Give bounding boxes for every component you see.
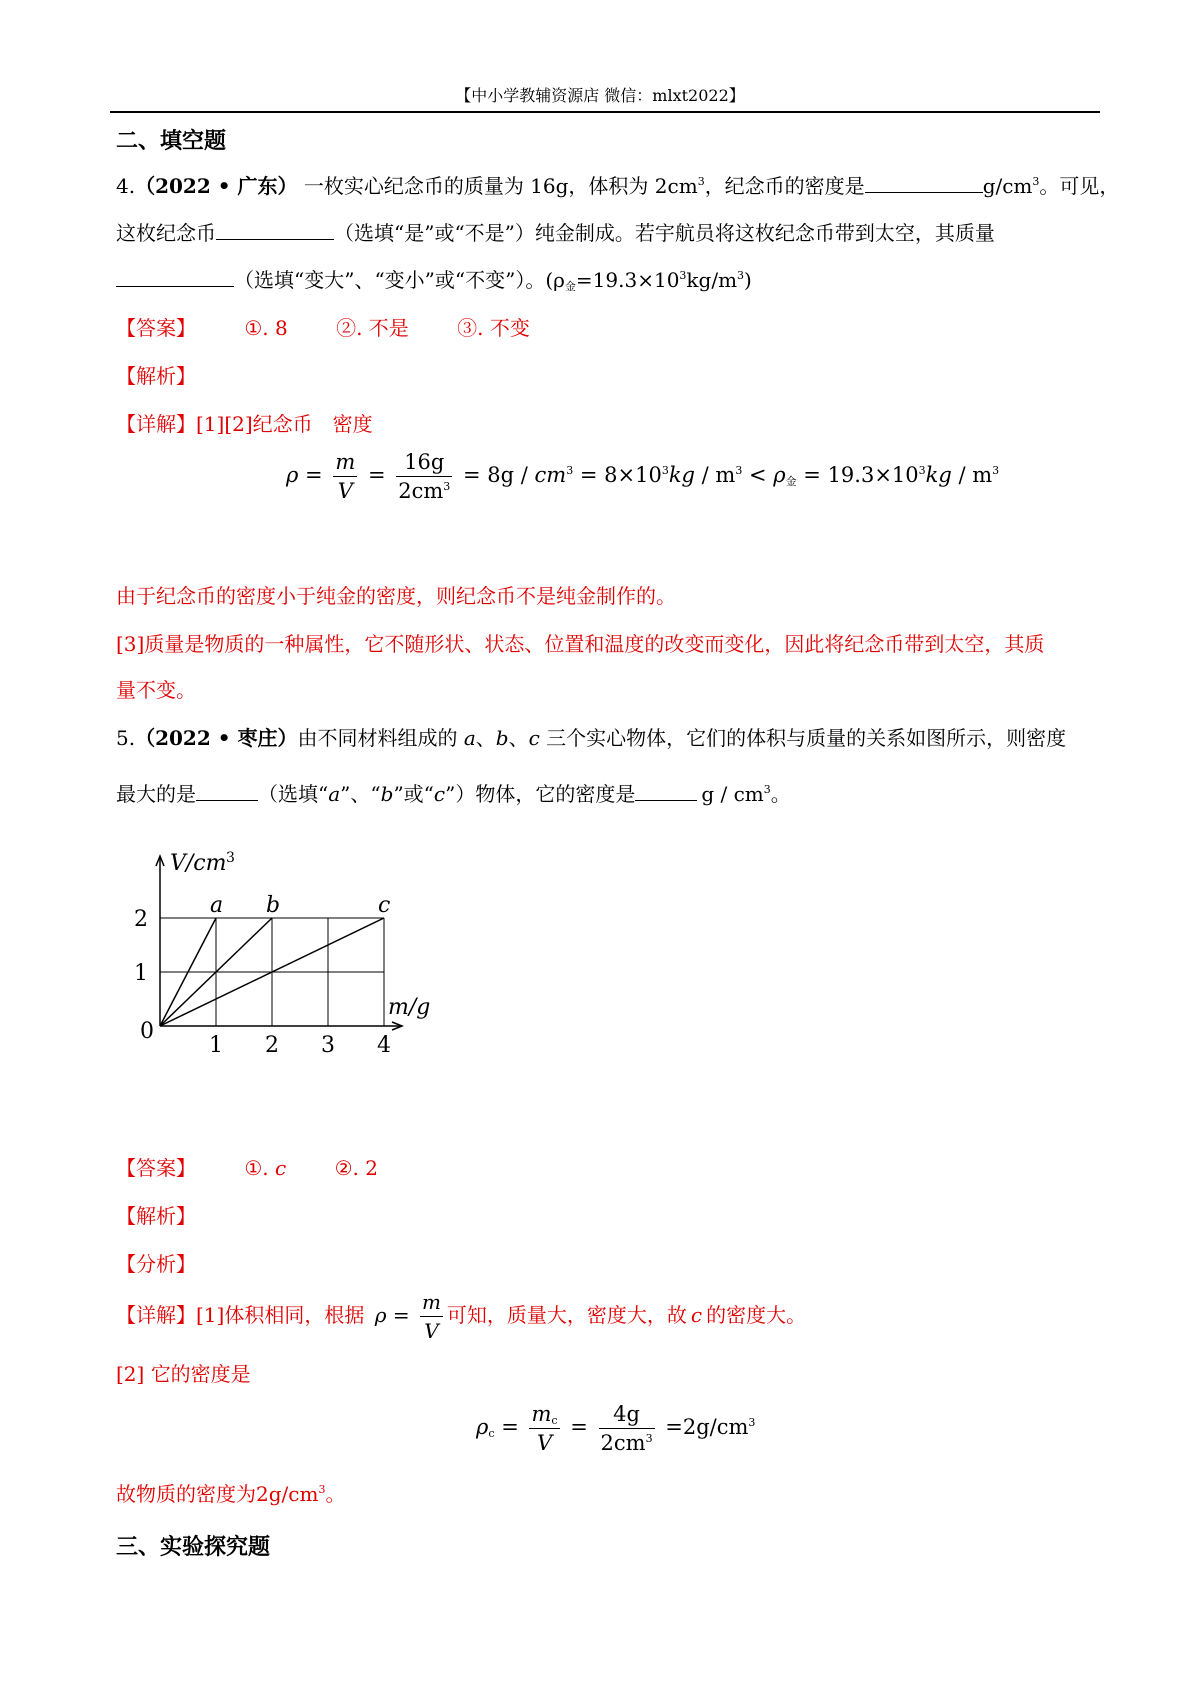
- page-header: 【中小学教辅资源店 微信：mlxt2022】: [455, 86, 745, 105]
- numerator: 16g: [396, 448, 452, 477]
- q4-detail-row: [116, 410, 373, 438]
- y-axis-label-superscript: 3: [226, 850, 235, 866]
- answer-label: 【答案】: [116, 316, 196, 340]
- denominator: V: [424, 1319, 439, 1343]
- formula-unit: kg: [925, 463, 952, 487]
- q5-text: 。: [770, 782, 791, 806]
- numerator: m: [420, 1288, 443, 1317]
- detail-text: 可知，质量大，密度大，故: [446, 1303, 687, 1327]
- answer-blank: [865, 174, 983, 193]
- unit-text: g / cm: [701, 782, 764, 806]
- x-tick-label: 2: [265, 1033, 279, 1058]
- q4-number: 4.: [116, 174, 136, 198]
- q5-text: （选填“: [258, 782, 329, 806]
- detail-label: 【详解】: [116, 412, 196, 436]
- q5-var: a: [328, 782, 341, 806]
- superscript: 3: [992, 464, 1000, 477]
- q4-text: ): [744, 268, 752, 292]
- q4-explanation-2a: [3]质量是物质的一种属性，它不随形状、状态、位置和温度的改变而变化，因此将纪念币带到太空，其质: [116, 632, 1045, 656]
- formula-text: / m: [951, 463, 993, 487]
- equals-sign: =: [367, 463, 386, 487]
- q5-line-1: [116, 724, 1066, 752]
- q4-line-1: [116, 172, 1119, 200]
- superscript: 3: [697, 175, 705, 188]
- q4-density-formula: [286, 448, 999, 505]
- answer-blank: [196, 782, 258, 801]
- q4-line-2: [116, 219, 995, 247]
- superscript: 3: [918, 464, 926, 477]
- y-axis-label: V/cm: [170, 851, 227, 876]
- detail-text: [1][2]纪念币 密度: [196, 412, 373, 436]
- superscript: 3: [735, 464, 743, 477]
- x-tick-label: 4: [377, 1033, 391, 1058]
- q5-line-2: [116, 780, 791, 808]
- fraction: [529, 1400, 559, 1457]
- series-label-b: b: [266, 893, 281, 918]
- numerator-text: m: [531, 1402, 552, 1426]
- denominator: V: [337, 479, 353, 503]
- denominator: V: [536, 1431, 553, 1455]
- detail-label: 【详解】: [116, 1303, 196, 1327]
- q4-text: ，纪念币的密度是: [704, 174, 865, 198]
- answer-item: ②. 2: [334, 1156, 378, 1180]
- x-axis-label: m/g: [388, 995, 431, 1020]
- superscript: 3: [737, 269, 745, 282]
- q4-text: （选填“变大”、“变小”或“不变”）。(ρ: [234, 268, 565, 292]
- section-title-experiment: 三、实验探究题: [116, 1534, 271, 1560]
- superscript: 3: [1032, 175, 1040, 188]
- answer-item: [244, 1154, 286, 1182]
- superscript: 3: [748, 1416, 756, 1429]
- q4-text: 这枚纪念币: [116, 221, 216, 245]
- superscript: 3: [645, 1432, 653, 1445]
- q5-var: c: [433, 782, 446, 806]
- equals-sign: =: [305, 463, 323, 487]
- fraction: [420, 1288, 443, 1345]
- q4-answer-row: [116, 314, 530, 342]
- formula-text: = 8g /: [462, 463, 535, 487]
- detail-text: 的密度大。: [706, 1303, 807, 1327]
- denominator: [599, 1429, 655, 1457]
- q5-fenxi-label: 【分析】: [116, 1252, 196, 1276]
- q4-text: 。可见，: [1039, 174, 1120, 198]
- origin-label: 0: [140, 1019, 154, 1044]
- answer-item: ③. 不变: [457, 316, 530, 340]
- subscript: c: [488, 1427, 495, 1440]
- superscript: 3: [318, 1483, 326, 1496]
- y-tick-label: 1: [134, 961, 148, 986]
- q5-var: b: [495, 726, 509, 750]
- q4-line-3: [116, 266, 752, 294]
- formula-text: = 8×10: [573, 463, 662, 487]
- q5-number: 5.: [116, 726, 136, 750]
- series-label-c: c: [378, 893, 391, 918]
- answer-blank: [216, 221, 334, 240]
- numerator: m: [333, 448, 357, 477]
- rho-symbol: ρ: [476, 1415, 489, 1439]
- q5-density-formula: [476, 1400, 755, 1457]
- fraction: [599, 1400, 655, 1457]
- x-tick-label: 1: [209, 1033, 223, 1058]
- q5-var: c: [690, 1303, 703, 1327]
- q5-var: b: [380, 782, 394, 806]
- equals-sign: =: [563, 1415, 595, 1439]
- formula-text: =2g/cm: [658, 1415, 749, 1439]
- answer-blank: [116, 268, 234, 287]
- q4-analysis-label: 【解析】: [116, 364, 196, 388]
- answer-item: ①. 8: [244, 316, 288, 340]
- formula-unit: cm: [534, 463, 567, 487]
- q4-source: （2022 • 广东）: [135, 174, 298, 198]
- numerator: 4g: [599, 1400, 655, 1429]
- subscript: 金: [564, 280, 576, 293]
- rho-symbol: ρ =: [374, 1303, 410, 1327]
- q4-explanation-1: 由于纪念币的密度小于纯金的密度，则纪念币不是纯金制作的。: [116, 584, 676, 608]
- unit-text: g/cm: [982, 174, 1033, 198]
- superscript: 3: [443, 480, 451, 493]
- q5-text: 、: [475, 726, 496, 750]
- subscript: c: [551, 1414, 558, 1427]
- answer-label: 【答案】: [116, 1156, 196, 1180]
- q4-text: 一枚实心纪念币的质量为 16g，体积为 2cm: [303, 174, 698, 198]
- volume-mass-graph: [120, 850, 460, 1070]
- q4-text: （选填“是”或“不是”）纯金制成。若宇航员将这枚纪念币带到太空，其质量: [334, 221, 995, 245]
- q5-detail-2: [2] 它的密度是: [116, 1362, 251, 1386]
- superscript: 3: [566, 464, 574, 477]
- superscript: 3: [763, 783, 771, 796]
- subscript: 金: [785, 475, 797, 488]
- q5-text: 、: [508, 726, 529, 750]
- answer-blank: [635, 782, 697, 801]
- equals-sign: =: [494, 1415, 526, 1439]
- superscript: 3: [679, 269, 687, 282]
- q5-detail-1: [116, 1288, 806, 1345]
- formula-text: / m: [694, 463, 736, 487]
- q5-text: 三个实心物体，它们的体积与质量的关系如图所示，则密度: [539, 726, 1067, 750]
- answer-item-prefix: ①.: [244, 1156, 276, 1180]
- conclusion-text: 故物质的密度为: [116, 1482, 256, 1506]
- denominator: [396, 477, 452, 505]
- q5-var: c: [528, 726, 540, 750]
- conclusion-text: 。: [325, 1482, 346, 1506]
- q5-answer-row: [116, 1154, 378, 1182]
- q5-source: （2022 • 枣庄）: [135, 726, 298, 750]
- answer-item-value: c: [275, 1156, 287, 1180]
- formula-unit: kg: [668, 463, 695, 487]
- q5-var: a: [463, 726, 476, 750]
- q5-text: 最大的是: [116, 782, 196, 806]
- rho-symbol: ρ: [286, 463, 299, 487]
- q4-text: kg/m: [686, 268, 738, 292]
- section-title-fill-blank: 二、填空题: [116, 128, 227, 154]
- detail-text: [1]体积相同，根据: [196, 1303, 365, 1327]
- numerator: [529, 1400, 559, 1429]
- q5-text: ”）物体，它的密度是: [445, 782, 636, 806]
- fraction: [396, 448, 452, 505]
- q5-conclusion: [116, 1480, 345, 1508]
- formula-text: = 19.3×10: [796, 463, 919, 487]
- q5-text: ”、“: [340, 782, 381, 806]
- q4-text: =19.3×10: [575, 268, 680, 292]
- series-label-a: a: [210, 893, 224, 918]
- q5-text: ”或“: [393, 782, 434, 806]
- fraction: [333, 448, 357, 505]
- answer-item: ②. 不是: [336, 316, 409, 340]
- denominator-text: 2cm: [398, 479, 444, 503]
- formula-text: < ρ: [742, 463, 786, 487]
- q5-text: 由不同材料组成的: [297, 726, 464, 750]
- q4-explanation-2b: 量不变。: [116, 678, 196, 702]
- y-tick-label: 2: [134, 907, 148, 932]
- conclusion-value: 2g/cm: [256, 1482, 319, 1506]
- q5-analysis-label: 【解析】: [116, 1204, 196, 1228]
- header-divider: [110, 111, 1100, 113]
- denominator-text: 2cm: [600, 1431, 646, 1455]
- x-tick-label: 3: [321, 1033, 335, 1058]
- superscript: 3: [661, 464, 669, 477]
